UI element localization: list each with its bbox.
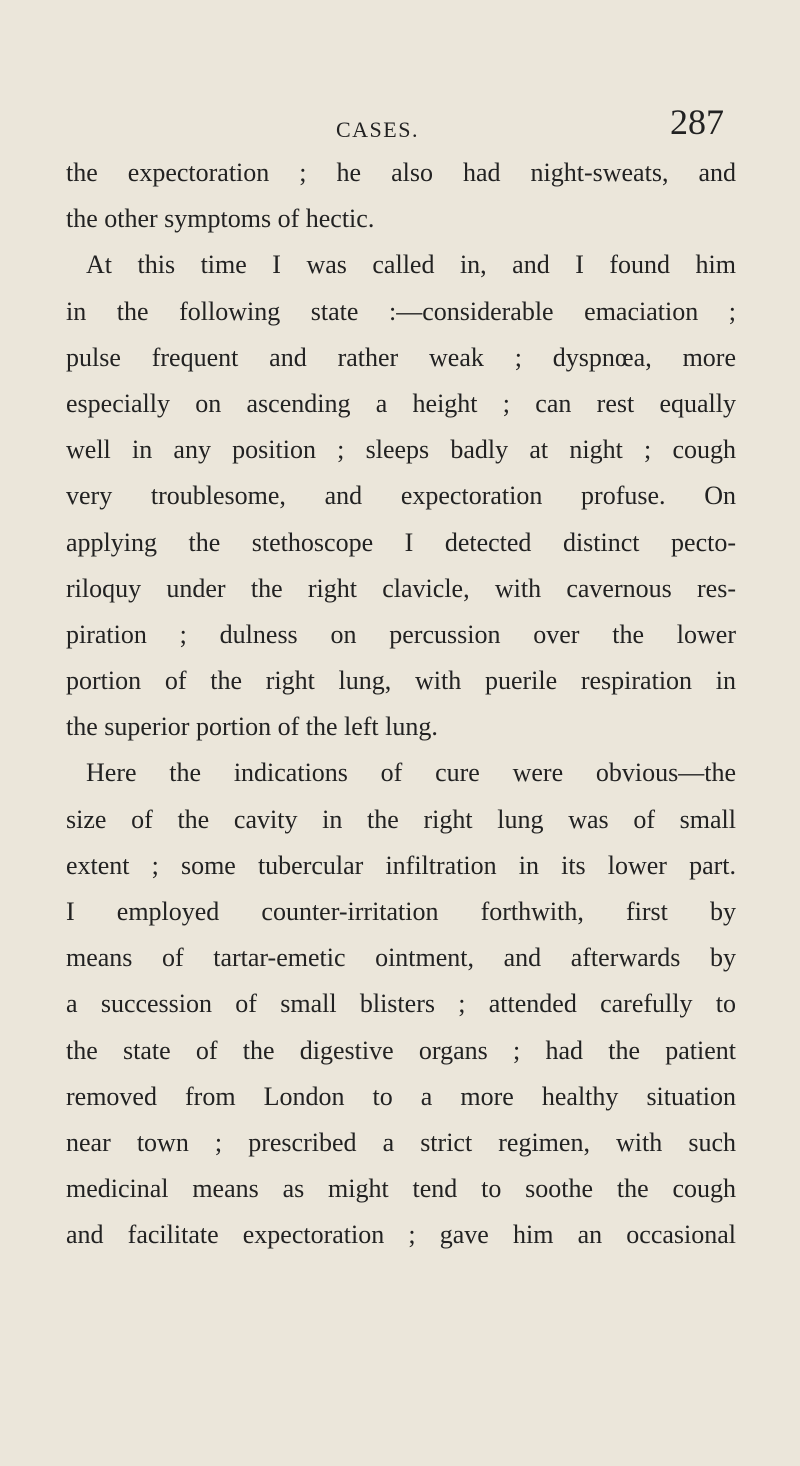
text-line: At this time I was called in, and I found him	[86, 250, 736, 280]
text-line: and facilitate expectoration ; gave him an occasional	[66, 1220, 736, 1250]
text-line: the other symptoms of hectic.	[66, 204, 375, 234]
text-line: medicinal means as might tend to soothe the cough	[66, 1174, 736, 1204]
text-line: portion of the right lung, with puerile respiration in	[66, 666, 736, 696]
text-line: riloquy under the right clavicle, with cavernous res-	[66, 573, 736, 603]
text-line: size of the cavity in the right lung was of small	[66, 804, 736, 834]
text-line: near town ; prescribed a strict regimen, with such	[66, 1127, 736, 1157]
text-line: very troublesome, and expectoration profuse. On	[66, 481, 736, 511]
text-line: the superior portion of the left lung.	[66, 712, 438, 742]
text-line: means of tartar-emetic ointment, and afterwards by	[66, 943, 736, 973]
text-line: a succession of small blisters ; attended carefully to	[66, 989, 736, 1019]
text-line: the state of the digestive organs ; had the patient	[66, 1035, 736, 1065]
body-text	[66, 150, 736, 1259]
running-head	[0, 101, 800, 141]
text-line: Here the indications of cure were obvious—the	[86, 758, 736, 788]
running-title: CASES.	[336, 117, 419, 142]
page-number: 287	[670, 102, 724, 142]
text-line: well in any position ; sleeps badly at night ; cough	[66, 435, 736, 465]
text-line: I employed counter-irritation forthwith, first by	[66, 897, 736, 926]
text-line: in the following state :—considerable emaciation ;	[66, 296, 736, 326]
text-line: applying the stethoscope I detected distinct pecto-	[66, 527, 736, 557]
text-line: especially on ascending a height ; can rest equally	[66, 388, 736, 418]
text-line: the expectoration ; he also had night-sweats, and	[66, 158, 736, 187]
text-line: piration ; dulness on percussion over the lower	[66, 619, 736, 649]
text-line: pulse frequent and rather weak ; dyspnœa, more	[66, 342, 736, 372]
text-line: extent ; some tubercular infiltration in its lower part.	[66, 850, 736, 880]
text-line: removed from London to a more healthy situation	[66, 1081, 736, 1111]
